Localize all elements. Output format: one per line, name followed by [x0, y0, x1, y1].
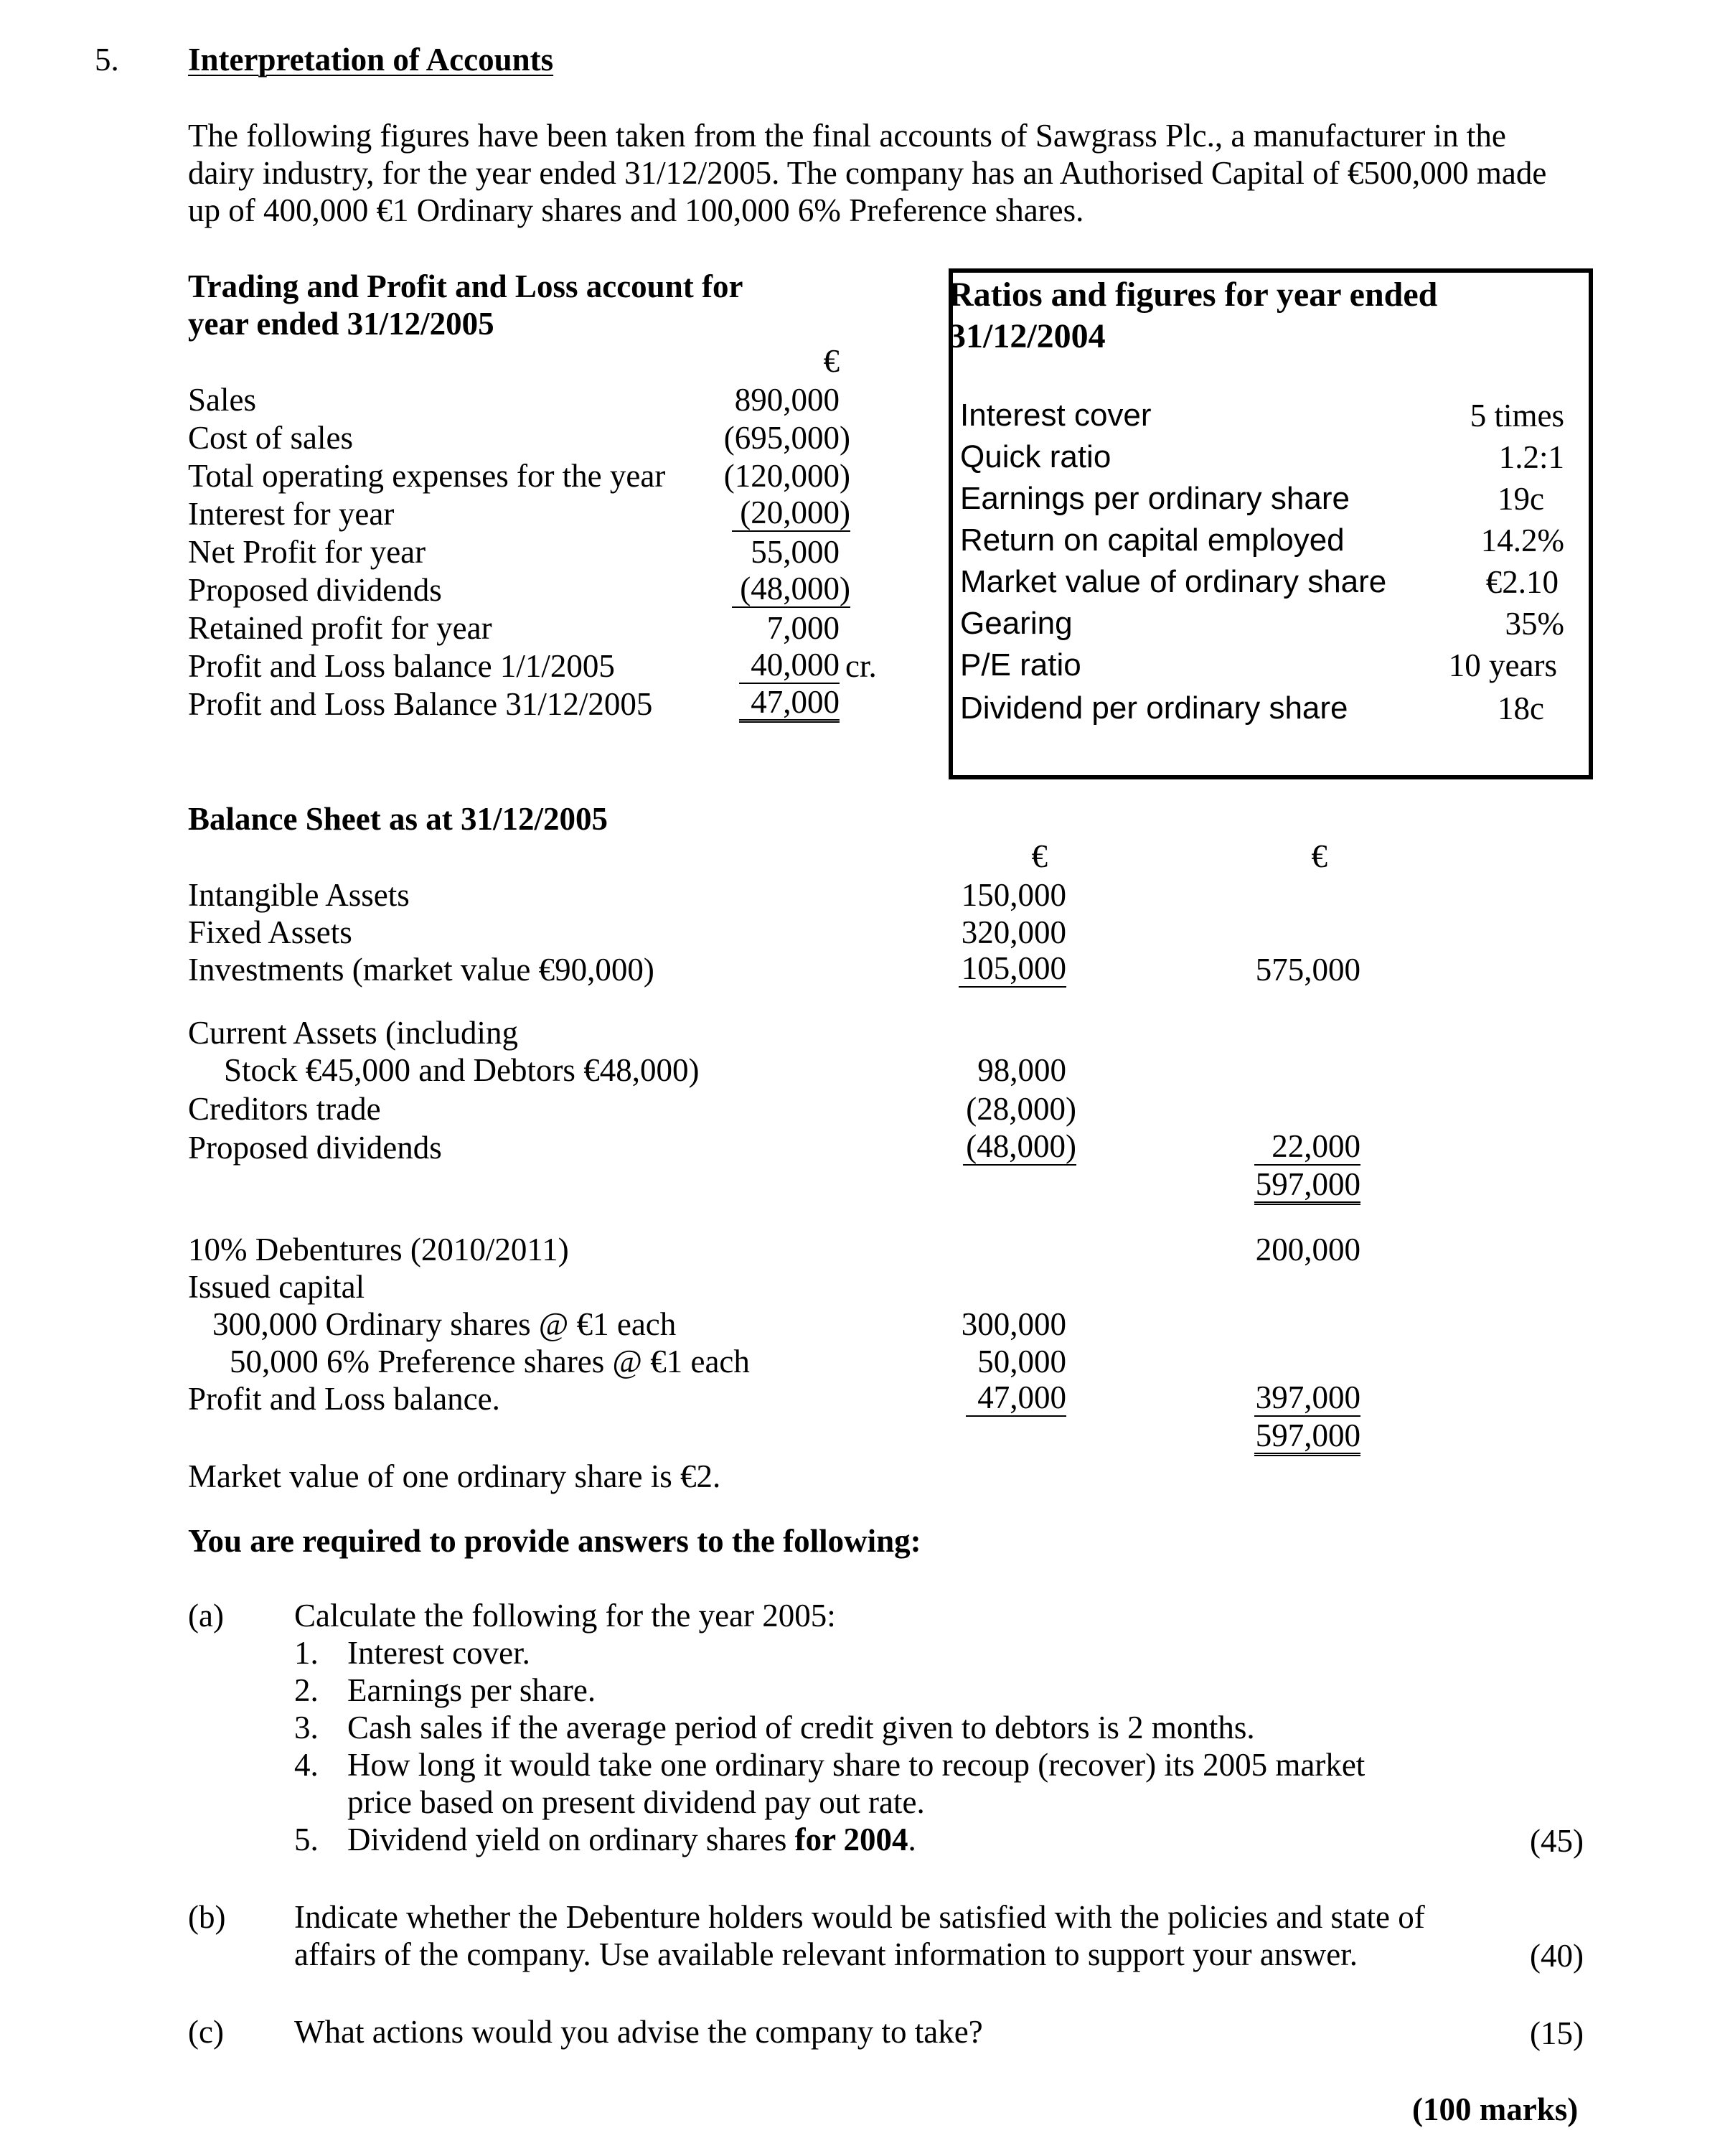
pl-title-line-2: year ended 31/12/2005	[188, 306, 494, 342]
bs-col1: 105,000	[959, 950, 1066, 988]
intro-line-1: The following figures have been taken from the final accounts of Sawgrass Plc., a manufacturer in the	[188, 118, 1506, 154]
part-a-label: (a)	[188, 1598, 224, 1634]
ratio-value: 18c	[1498, 690, 1544, 726]
question-title: Interpretation of Accounts	[188, 42, 554, 78]
bs-current-value: 98,000	[977, 1052, 1066, 1088]
bs-debentures-label: 10% Debentures (2010/2011)	[188, 1232, 569, 1267]
part-a-item-number: 1.	[294, 1635, 319, 1671]
pl-row-value: 55,000	[751, 534, 840, 570]
ratio-label: Market value of ordinary share	[960, 564, 1387, 599]
bs-total-financed: 597,000	[1254, 1418, 1360, 1456]
ratio-value: 1.2:1	[1498, 439, 1564, 475]
ratio-label: Return on capital employed	[960, 522, 1345, 558]
pl-row-value: (695,000)	[723, 420, 850, 456]
bs-col1: 320,000	[961, 914, 1066, 950]
part-c-marks: (15)	[1530, 2015, 1584, 2051]
bs-ordinary-value: 300,000	[961, 1306, 1066, 1342]
ratio-label: Earnings per ordinary share	[960, 481, 1350, 516]
ratio-label: Interest cover	[960, 398, 1152, 433]
bs-proposed-col2: 22,000	[1254, 1128, 1360, 1166]
bs-proposed-label: Proposed dividends	[188, 1130, 442, 1166]
part-a-item-number: 4.	[294, 1747, 319, 1783]
bs-col1: 150,000	[961, 877, 1066, 913]
pl-row-value: (20,000)	[732, 495, 850, 532]
part-b-label: (b)	[188, 1899, 226, 1935]
total-marks: (100 marks)	[1412, 2091, 1579, 2127]
intro-line-3: up of 400,000 €1 Ordinary shares and 100,000 6% Preference shares.	[188, 192, 1084, 228]
bs-total-net-assets: 597,000	[1254, 1167, 1360, 1205]
bs-currency-col2: €	[1311, 838, 1327, 874]
ratio-label: P/E ratio	[960, 647, 1081, 683]
part-a-item-number: 2.	[294, 1672, 319, 1708]
bs-creditors-value: (28,000)	[966, 1091, 1076, 1127]
pl-title-line-1: Trading and Profit and Loss account for	[188, 268, 743, 304]
part-a-item-text: Dividend yield on ordinary shares	[347, 1822, 795, 1857]
pl-row-label: Total operating expenses for the year	[188, 458, 666, 494]
bs-preference-value: 50,000	[977, 1344, 1066, 1379]
ratio-label: Gearing	[960, 606, 1073, 641]
bs-currency-col1: €	[1031, 838, 1048, 874]
pl-row-value: 47,000	[739, 685, 840, 723]
bs-col2: 575,000	[1255, 952, 1360, 988]
part-a-item-text: Cash sales if the average period of credit given to debtors is 2 months.	[347, 1710, 1255, 1745]
ratio-value: 14.2%	[1480, 522, 1564, 558]
pl-row-label: Retained profit for year	[188, 610, 492, 646]
part-a-item-5	[347, 1820, 916, 1859]
ratio-label: Quick ratio	[960, 439, 1111, 474]
bs-label: Intangible Assets	[188, 877, 410, 913]
part-b-line-2: affairs of the company. Use available relevant information to support your answer.	[294, 1936, 1358, 1972]
ratios-title-line-2: 31/12/2004	[949, 317, 1106, 355]
bs-creditors-label: Creditors trade	[188, 1091, 381, 1127]
pl-currency: €	[823, 343, 840, 379]
part-a-item-number: 3.	[294, 1710, 319, 1745]
ratio-value: 10 years	[1448, 647, 1557, 683]
pl-row-label: Net Profit for year	[188, 534, 426, 570]
part-c-line-1: What actions would you advise the company to take?	[294, 2014, 983, 2050]
bs-current-label-2: Stock €45,000 and Debtors €48,000)	[224, 1052, 700, 1088]
pl-row-label: Profit and Loss balance 1/1/2005	[188, 648, 615, 684]
ratio-value: €2.10	[1485, 564, 1559, 600]
ratio-value: 35%	[1505, 606, 1564, 642]
market-value-note: Market value of one ordinary share is €2.	[188, 1458, 721, 1494]
part-b-marks: (40)	[1530, 1938, 1584, 1974]
bs-label: Investments (market value €90,000)	[188, 952, 654, 988]
part-a-item-text: Earnings per share.	[347, 1672, 596, 1708]
bs-pl-balance-label: Profit and Loss balance.	[188, 1381, 500, 1417]
ratio-label: Dividend per ordinary share	[960, 690, 1348, 726]
pl-row-suffix: cr.	[845, 648, 877, 684]
intro-line-2: dairy industry, for the year ended 31/12/2005. The company has an Authorised Capital of €500,000 made	[188, 155, 1547, 191]
bs-pl-balance-col1: 47,000	[966, 1379, 1066, 1417]
ratio-value: 19c	[1498, 481, 1544, 517]
required-heading: You are required to provide answers to the following:	[188, 1523, 921, 1559]
pl-row-value: 40,000	[739, 647, 840, 684]
bs-ordinary-label: 300,000 Ordinary shares @ €1 each	[212, 1306, 677, 1342]
pl-row-value: 7,000	[766, 610, 840, 646]
part-b-line-1: Indicate whether the Debenture holders would be satisfied with the policies and state of	[294, 1899, 1425, 1935]
pl-row-label: Profit and Loss Balance 31/12/2005	[188, 686, 653, 722]
part-a-item-text-cont: price based on present dividend pay out rate.	[347, 1784, 925, 1820]
balance-sheet-title: Balance Sheet as at 31/12/2005	[188, 801, 608, 837]
part-a-item-text: How long it would take one ordinary share to recoup (recover) its 2005 market	[347, 1747, 1366, 1783]
bs-proposed-col1: (48,000)	[963, 1128, 1076, 1166]
pl-row-value: (120,000)	[723, 458, 850, 494]
pl-row-label: Proposed dividends	[188, 572, 442, 608]
pl-row-label: Interest for year	[188, 496, 395, 532]
pl-row-label: Cost of sales	[188, 420, 353, 456]
bs-pl-balance-col2: 397,000	[1255, 1379, 1360, 1415]
pl-row-label: Sales	[188, 382, 256, 418]
part-a-item-text: Interest cover.	[347, 1635, 530, 1671]
part-a-item-number: 5.	[294, 1822, 319, 1857]
bs-issued-label: Issued capital	[188, 1269, 365, 1305]
part-a-intro: Calculate the following for the year 2005:	[294, 1598, 836, 1634]
part-a-marks: (45)	[1530, 1823, 1584, 1859]
bs-label: Fixed Assets	[188, 914, 352, 950]
bs-preference-label: 50,000 6% Preference shares @ €1 each	[230, 1344, 750, 1379]
bs-current-label-1: Current Assets (including	[188, 1015, 518, 1051]
ratios-title-line-1: Ratios and figures for year ended	[949, 276, 1438, 314]
ratio-value: 5 times	[1470, 398, 1564, 433]
bs-debentures-value: 200,000	[1255, 1232, 1360, 1267]
pl-row-value: 890,000	[734, 382, 840, 418]
pl-row-value: (48,000)	[732, 571, 850, 608]
part-a-item-end: .	[908, 1822, 916, 1857]
question-number: 5.	[95, 42, 119, 78]
part-c-label: (c)	[188, 2014, 224, 2050]
part-a-item-bold: for 2004	[794, 1822, 908, 1857]
